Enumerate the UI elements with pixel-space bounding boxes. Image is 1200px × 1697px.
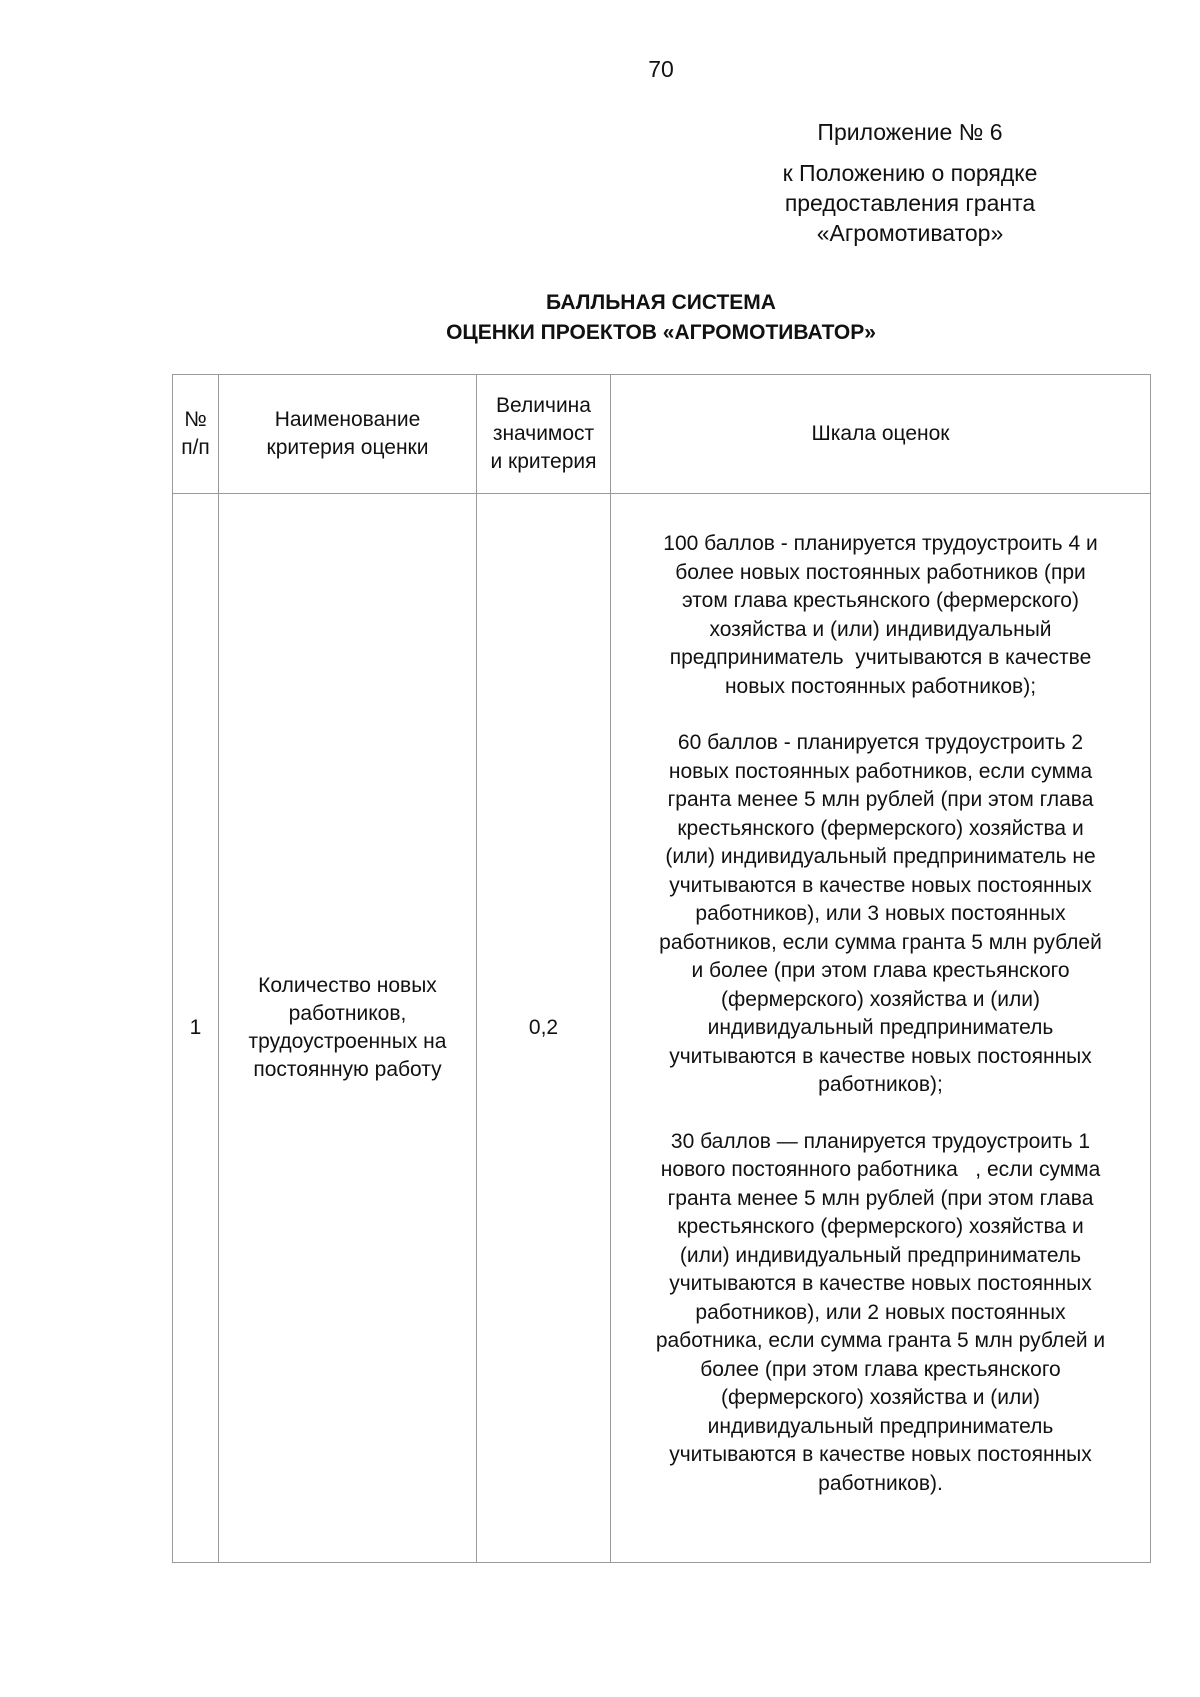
header-criterion-name bbox=[219, 375, 477, 494]
scale-line: работников, если сумма гранта 5 млн рублей bbox=[659, 930, 1102, 954]
document-title bbox=[0, 288, 1200, 348]
scale-line: новых постоянных работников, если сумма bbox=[668, 759, 1093, 783]
scale-line: гранта менее 5 млн рублей (при этом глава bbox=[667, 1186, 1094, 1210]
criterion-name-line: Количество новых bbox=[258, 974, 437, 997]
scale-line: учитываются в качестве новых постоянных bbox=[669, 1044, 1092, 1068]
criterion-name bbox=[219, 494, 477, 1563]
appendix-reference-line: к Положению о порядке bbox=[782, 160, 1038, 186]
scale-line: 30 баллов — планируется трудоустроить 1 bbox=[670, 1129, 1091, 1153]
header-line: Шкала оценок bbox=[811, 422, 950, 445]
scale-line: 60 баллов - планируется трудоустроить 2 bbox=[677, 731, 1084, 754]
header-line: п/п bbox=[181, 436, 210, 459]
scale-line: (или) индивидуальный предприниматель не bbox=[665, 845, 1096, 868]
scale-line: работников), или 2 новых постоянных bbox=[695, 1300, 1066, 1324]
scale-line: хозяйства и (или) индивидуальный bbox=[709, 617, 1052, 641]
scale-line: индивидуальный предприниматель bbox=[707, 1414, 1054, 1438]
scale-line: учитываются в качестве новых постоянных bbox=[669, 1443, 1092, 1466]
criteria-table bbox=[172, 374, 1151, 1563]
criterion-name-line: трудоустроенных на bbox=[248, 1030, 447, 1053]
scale-line: работника, если сумма гранта 5 млн рублей и bbox=[655, 1329, 1106, 1352]
appendix-title: Приложение № 6 bbox=[817, 119, 1003, 145]
scale-line: предприниматель учитываются в качестве bbox=[669, 646, 1092, 669]
header-line: значимост bbox=[492, 422, 595, 445]
criterion-name-line: постоянную работу bbox=[253, 1058, 442, 1081]
header-number bbox=[173, 375, 219, 494]
header-line: и критерия bbox=[490, 450, 597, 473]
header-line: Величина bbox=[496, 394, 591, 417]
table-row bbox=[173, 494, 1151, 1563]
page-number: 70 bbox=[648, 56, 674, 82]
scale-line: работников), или 3 новых постоянных bbox=[695, 902, 1066, 925]
appendix-reference-line: «Агромотиватор» bbox=[816, 220, 1004, 246]
scale-line: и более (при этом глава крестьянского bbox=[691, 959, 1070, 982]
scale-line: этом глава крестьянского (фермерского) bbox=[682, 589, 1079, 612]
scale-line: (фермерского) хозяйства и (или) bbox=[721, 987, 1040, 1011]
scale-line: работников). bbox=[818, 1471, 943, 1495]
scale-line: 100 баллов - планируется трудоустроить 4 и bbox=[663, 532, 1098, 555]
scale-line: (фермерского) хозяйства и (или) bbox=[721, 1386, 1040, 1409]
scale-line: учитываются в качестве новых постоянных bbox=[669, 1272, 1092, 1295]
scale-paragraph-60 bbox=[615, 729, 1146, 1100]
scale-line: новых постоянных работников); bbox=[724, 674, 1037, 698]
scale-line: (или) индивидуальный предприниматель bbox=[679, 1243, 1082, 1267]
appendix-reference-line: предоставления гранта bbox=[784, 190, 1036, 216]
scale-line: более новых постоянных работников (при bbox=[675, 560, 1086, 584]
scale-paragraph-30 bbox=[615, 1128, 1146, 1499]
header-line: Наименование bbox=[274, 408, 421, 431]
header-line: критерия оценки bbox=[266, 436, 429, 459]
scale-line: крестьянского (фермерского) хозяйства и bbox=[677, 1215, 1084, 1238]
scale-line: индивидуальный предприниматель bbox=[707, 1016, 1054, 1039]
header-scale bbox=[611, 375, 1151, 494]
scoring-scale bbox=[611, 494, 1151, 1563]
table-header-row bbox=[173, 375, 1151, 494]
scale-paragraph-100 bbox=[615, 530, 1146, 701]
scale-line: более (при этом глава крестьянского bbox=[700, 1357, 1061, 1381]
document-title-line: БАЛЛЬНАЯ СИСТЕМА bbox=[546, 291, 776, 314]
header-line: № bbox=[184, 408, 207, 431]
scale-line: гранта менее 5 млн рублей (при этом глава bbox=[667, 788, 1094, 811]
scale-line: учитываются в качестве новых постоянных bbox=[669, 873, 1092, 897]
criterion-name-line: работников, bbox=[288, 1002, 407, 1025]
header-weight bbox=[477, 375, 611, 494]
criterion-weight: 0,2 bbox=[477, 494, 611, 1563]
scale-line: нового постоянного работника , если сумма bbox=[660, 1158, 1101, 1181]
row-number: 1 bbox=[173, 494, 219, 1563]
document-title-line: ОЦЕНКИ ПРОЕКТОВ «АГРОМОТИВАТОР» bbox=[446, 321, 876, 344]
appendix-reference bbox=[760, 158, 1060, 248]
scale-line: работников); bbox=[818, 1073, 943, 1096]
scale-line: крестьянского (фермерского) хозяйства и bbox=[677, 816, 1084, 840]
